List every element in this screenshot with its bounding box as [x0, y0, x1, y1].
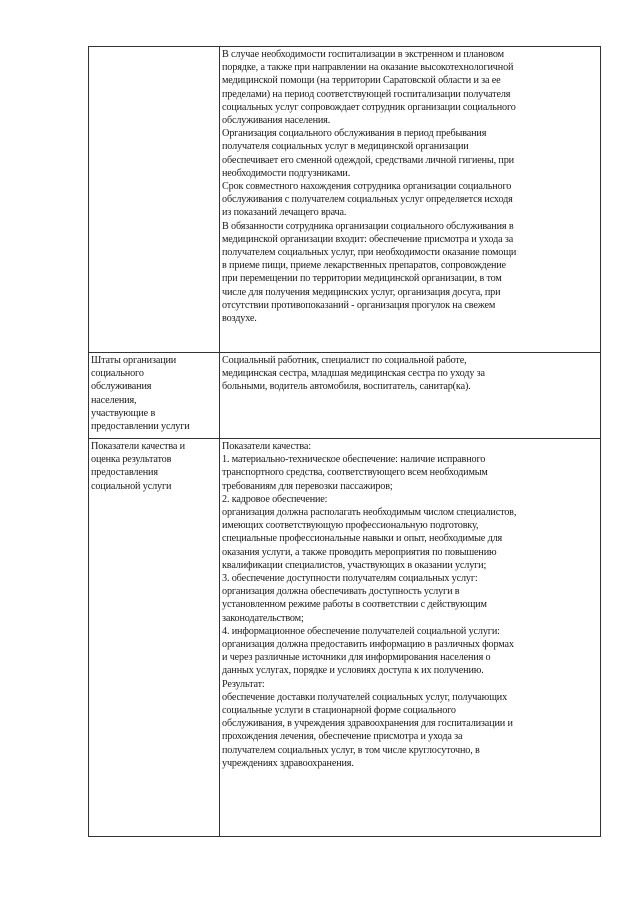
text-line: организация должна располагать необходимым числом специалистов, — [222, 507, 517, 519]
text-line: Показатели качества: — [222, 441, 311, 452]
text-line: в приеме пищи, приеме лекарственных препаратов, сопровождение — [222, 260, 506, 272]
text-line: Срок совместного нахождения сотрудника организации социального — [222, 181, 512, 193]
text-line: медицинской помощи (на территории Саратовской области и за ее — [222, 75, 501, 87]
text-line: участвующие в — [91, 407, 156, 419]
text-line: отсутствии противопоказаний - организация прогулок на свежем — [222, 299, 496, 311]
text-line: социальной услуги — [91, 480, 172, 492]
text-line: обслуживания — [91, 381, 152, 393]
text-line: Показатели качества и — [91, 441, 185, 452]
text-line: требованиям для перевозки пассажиров; — [222, 480, 393, 492]
row-label-cell — [89, 47, 220, 353]
text-line: из показаний лечащего врача. — [222, 207, 347, 219]
text-line: обеспечение доставки получателей социальных услуг, получающих — [222, 691, 508, 703]
service-description-table — [88, 46, 601, 837]
text-line: получателем социальных услуг, в том числе круглосуточно, в — [222, 744, 480, 756]
text-line: социальные услуги в стационарной форме социального — [222, 705, 456, 717]
text-line: и через различные источники для информирования населения о — [222, 652, 491, 664]
text-line: специальные профессиональные навыки и опыт, необходимые для — [222, 533, 503, 545]
text-line: воздухе. — [222, 313, 257, 325]
text-line: обслуживания, в учреждения здравоохранения для госпитализации и — [222, 718, 513, 730]
text-line: населения, — [91, 394, 137, 406]
text-line: числе для получения медицинских услуг, организация досуга, при — [222, 286, 501, 298]
text-line: учреждениях здравоохранения. — [222, 757, 354, 769]
text-line: В обязанности сотрудника организации социального обслуживания в — [222, 220, 514, 232]
text-line: обслуживания с получателем социальных услуг определяется исходя — [222, 194, 513, 206]
table-row — [89, 47, 601, 353]
table-row — [89, 353, 601, 439]
text-line: социального — [91, 368, 144, 380]
text-line: данных услугах, порядке и условиях доступа к их получению. — [222, 665, 484, 677]
text-line: прохождения лечения, обеспечение присмотра и ухода за — [222, 731, 463, 743]
text-line: предоставления — [91, 467, 158, 479]
text-line: организация должна обеспечивать доступность услуги в — [222, 586, 460, 598]
text-line: пределами) на период соответствующей госпитализации получателя — [222, 88, 511, 100]
text-line: предоставлении услуги — [91, 421, 190, 433]
text-line: 3. обеспечение доступности получателям социальных услуг: — [222, 573, 478, 585]
text-line: социальных услуг сопровождает сотрудник организации социального — [222, 101, 516, 113]
text-line: медицинская сестра, младшая медицинская сестра по уходу за — [222, 368, 485, 380]
text-line: 4. информационное обеспечение получателей социальной услуги: — [222, 625, 500, 637]
row-content-cell — [220, 47, 601, 353]
text-line: при перемещении по территории медицинской организации, в том — [222, 273, 502, 285]
text-line: 1. материально-техническое обеспечение: наличие исправного — [222, 454, 486, 466]
table-row — [89, 439, 601, 837]
text-line: законодательством; — [222, 612, 304, 624]
text-line: транспортного средства, соответствующего всем необходимым — [222, 467, 488, 479]
text-line: Штаты организации — [91, 355, 177, 366]
text-line: квалификации специалистов, участвующих в оказании услуги; — [222, 559, 487, 571]
text-line: больными, водитель автомобиля, воспитатель, санитар(ка). — [222, 381, 471, 393]
text-line: Организация социального обслуживания в период пребывания — [222, 128, 487, 140]
text-line: обеспечивает его сменной одеждой, средствами личной гигиены, при — [222, 154, 514, 166]
row-content-cell — [220, 353, 601, 439]
text-line: Социальный работник, специалист по социальной работе, — [222, 355, 467, 366]
text-line: 2. кадровое обеспечение: — [222, 493, 328, 505]
text-line: обслуживания населения. — [222, 115, 331, 127]
text-line: оценка результатов — [91, 454, 172, 466]
text-line: получателем социальных услуг, при необходимости оказание помощи — [222, 247, 517, 259]
text-line: оказания услуги, а также проводить мероприятия по повышению — [222, 546, 497, 558]
row-content-cell — [220, 439, 601, 837]
text-line: организация должна предоставить информацию в различных формах — [222, 639, 514, 651]
text-line: В случае необходимости госпитализации в экстренном и плановом — [222, 49, 504, 60]
row-label-cell — [89, 353, 220, 439]
text-line: медицинской организации входит: обеспечение присмотра и ухода за — [222, 233, 514, 245]
text-line: Результат: — [222, 678, 265, 690]
text-line: необходимости подгузниками. — [222, 167, 351, 179]
text-line: установленном режиме работы в соответствии с действующим — [222, 599, 487, 611]
text-line: получателя социальных услуг в медицинской организации — [222, 141, 469, 153]
text-line: имеющих соответствующую профессиональную подготовку, — [222, 520, 479, 532]
row-label-cell — [89, 439, 220, 837]
text-line: порядке, а также при направлении на оказание высокотехнологичной — [222, 62, 514, 74]
